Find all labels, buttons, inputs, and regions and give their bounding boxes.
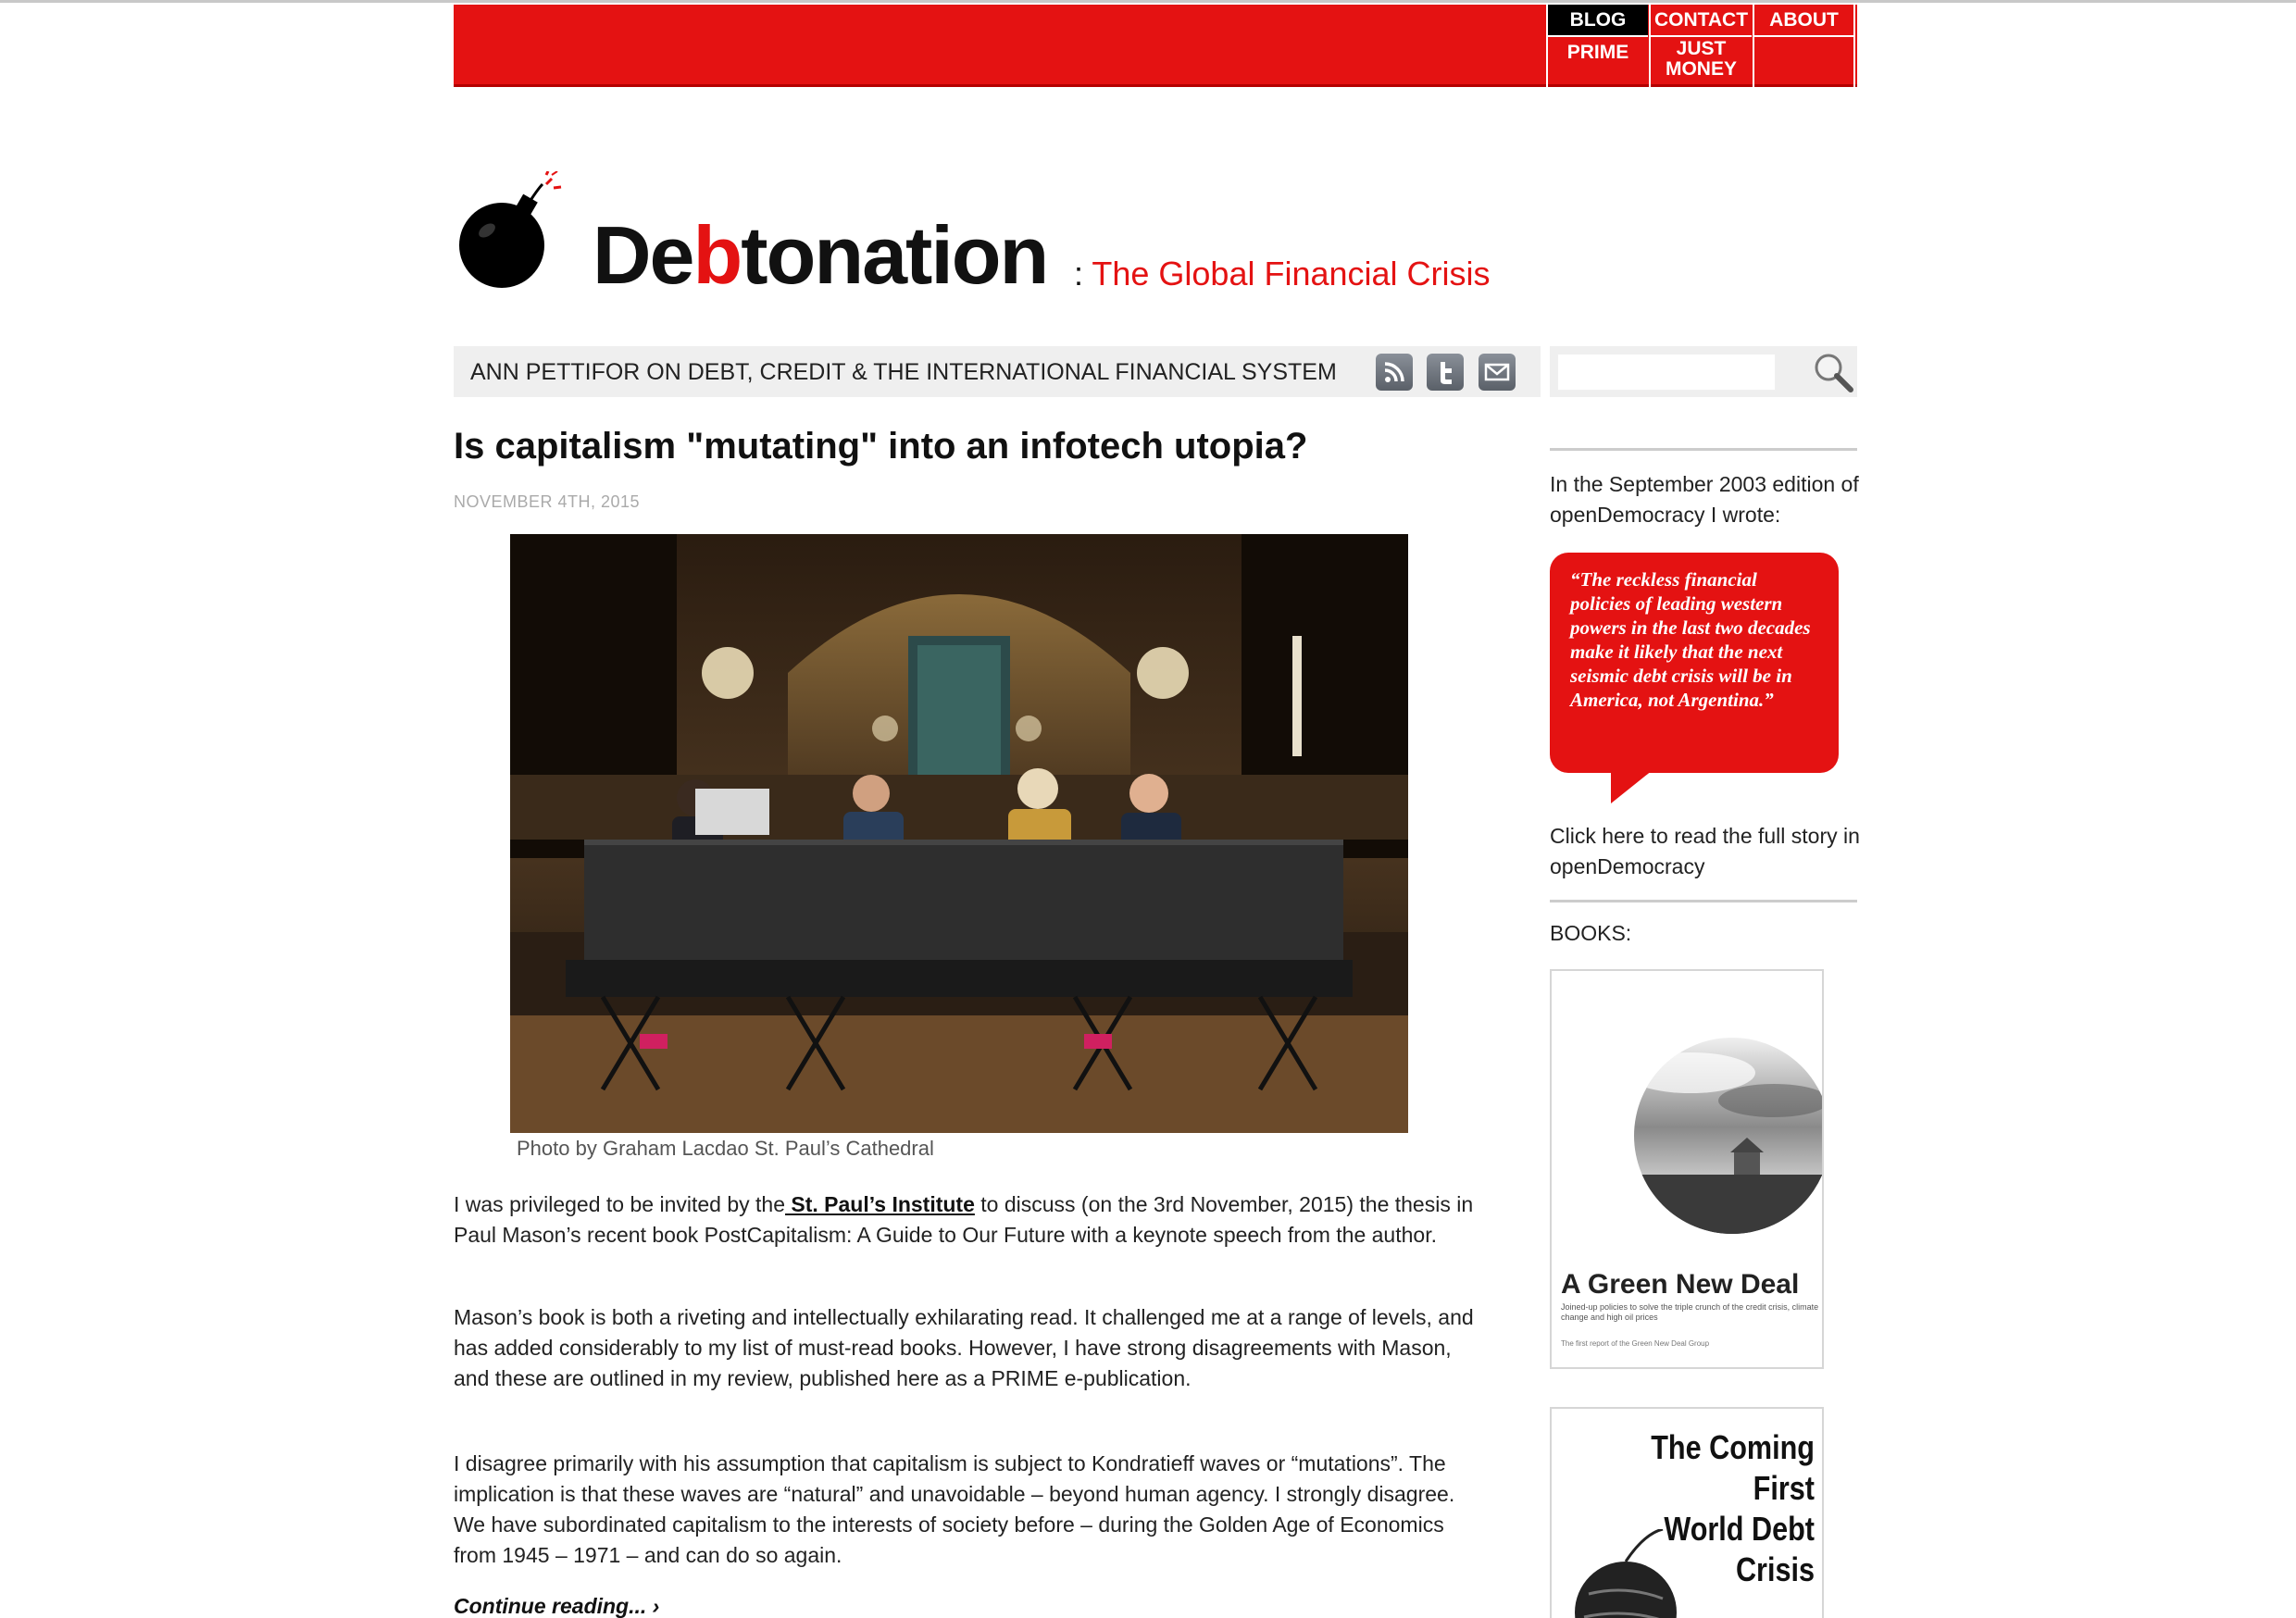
sidebar-divider-1 xyxy=(1550,448,1857,451)
sidebar-divider-2 xyxy=(1550,900,1857,902)
book2-title-line1: The Coming First xyxy=(1651,1428,1815,1507)
quote-text: “The reckless financial policies of leading western powers in the last two decades make it likely that the next seismic debt crisis will be in America, not Argentina.” xyxy=(1570,568,1811,711)
open-democracy-link[interactable]: Click here to read the full story in openDemocracy xyxy=(1550,824,1860,878)
logo-colon: : xyxy=(1074,255,1084,292)
book1-title: A Green New Deal xyxy=(1561,1269,1800,1300)
nav-just-money[interactable] xyxy=(1651,35,1752,81)
search-input[interactable] xyxy=(1557,354,1776,391)
site-logo[interactable] xyxy=(454,171,1509,301)
post-date: NOVEMBER 4TH, 2015 xyxy=(454,492,641,511)
post-paragraph-3: I disagree primarily with his assumption that capitalism is subject to Kondratieff waves or “mutations”. The implication is that these waves are “natural” and unavoidable – beyond human agency. I strongly disagree. We have subordinated capitalism to the interests of society before – during the Golden Age of Economics from 1945 – 1971 – and can do so again. xyxy=(454,1451,1455,1567)
book-cover-green-new-deal[interactable] xyxy=(1550,969,1824,1369)
nav-contact[interactable]: CONTACT xyxy=(1653,8,1749,31)
search-icon[interactable] xyxy=(1811,350,1855,394)
nav-empty-cell xyxy=(1754,35,1853,81)
logo-word-pre: De xyxy=(593,209,693,301)
nav-group-blog xyxy=(1546,5,1648,87)
post-paragraph-1 xyxy=(454,1189,1491,1251)
sidebar-intro: In the September 2003 edition of openDemocracy I wrote: xyxy=(1550,472,1859,527)
nav-just-money-line2: MONEY xyxy=(1665,58,1737,80)
quote-bubble-tail xyxy=(1611,766,1657,803)
logo-subtitle-text: The Global Financial Crisis xyxy=(1092,255,1491,292)
twitter-icon[interactable] xyxy=(1427,354,1464,391)
quote-bubble xyxy=(1550,553,1839,773)
st-pauls-institute-link[interactable]: St. Paul’s Institute xyxy=(784,1192,975,1216)
logo-word-b: b xyxy=(693,209,742,301)
post-photo xyxy=(510,534,1408,1133)
tagline-bar xyxy=(454,346,1541,397)
search-bar xyxy=(1550,346,1857,397)
globe-bomb-icon xyxy=(1552,1529,1824,1618)
rss-icon[interactable] xyxy=(1376,354,1413,391)
nav-group-about xyxy=(1753,5,1855,87)
logo-word-post: tonation xyxy=(741,209,1048,301)
p1-text-before: I was privileged to be invited by the xyxy=(454,1192,785,1216)
p1-text-after: to discuss (on the 3rd November, 2015) the thesis in Paul Mason’s recent book PostCapitalism: A Guide to Our Future with a keynote speech from the author. xyxy=(454,1192,1474,1247)
browser-top-border xyxy=(0,0,2296,3)
logo-subtitle xyxy=(1074,255,1491,293)
books-heading: BOOKS: xyxy=(1550,921,1632,945)
post-paragraph-2: Mason’s book is both a riveting and intellectually exhilarating read. It challenged me at a range of levels, and has added considerably to my list of must-read books. However, I have strong disagreements with Mason, and these are outlined in my review, published here as a PRIME e-publication. xyxy=(454,1305,1474,1390)
photo-caption: Photo by Graham Lacdao St. Paul’s Cathedral xyxy=(517,1137,934,1160)
book2-title-line2: World Debt Crisis xyxy=(1664,1510,1815,1588)
bomb-icon xyxy=(454,171,574,301)
post-title[interactable]: Is capitalism "mutating" into an infotech utopia? xyxy=(454,426,1308,467)
book1-subtitle: Joined-up policies to solve the triple crunch of the credit crisis, climate change and high oil prices xyxy=(1561,1302,1819,1322)
email-icon[interactable] xyxy=(1479,354,1516,391)
nav-prime[interactable]: PRIME xyxy=(1548,35,1648,68)
continue-reading-link[interactable]: Continue reading... › xyxy=(454,1594,660,1618)
nav-about[interactable]: ABOUT xyxy=(1769,8,1839,31)
nav-just-money-line1: JUST xyxy=(1676,38,1727,59)
nav-blog[interactable]: BLOG xyxy=(1548,5,1648,35)
site-tagline: ANN PETTIFOR ON DEBT, CREDIT & THE INTERNATIONAL FINANCIAL SYSTEM xyxy=(470,359,1337,385)
book1-footer: The first report of the Green New Deal Group xyxy=(1561,1339,1710,1348)
nav-group-contact xyxy=(1649,5,1752,87)
logo-wordmark xyxy=(593,208,1047,303)
book-cover-coming-first-world-debt-crisis[interactable] xyxy=(1550,1407,1824,1618)
